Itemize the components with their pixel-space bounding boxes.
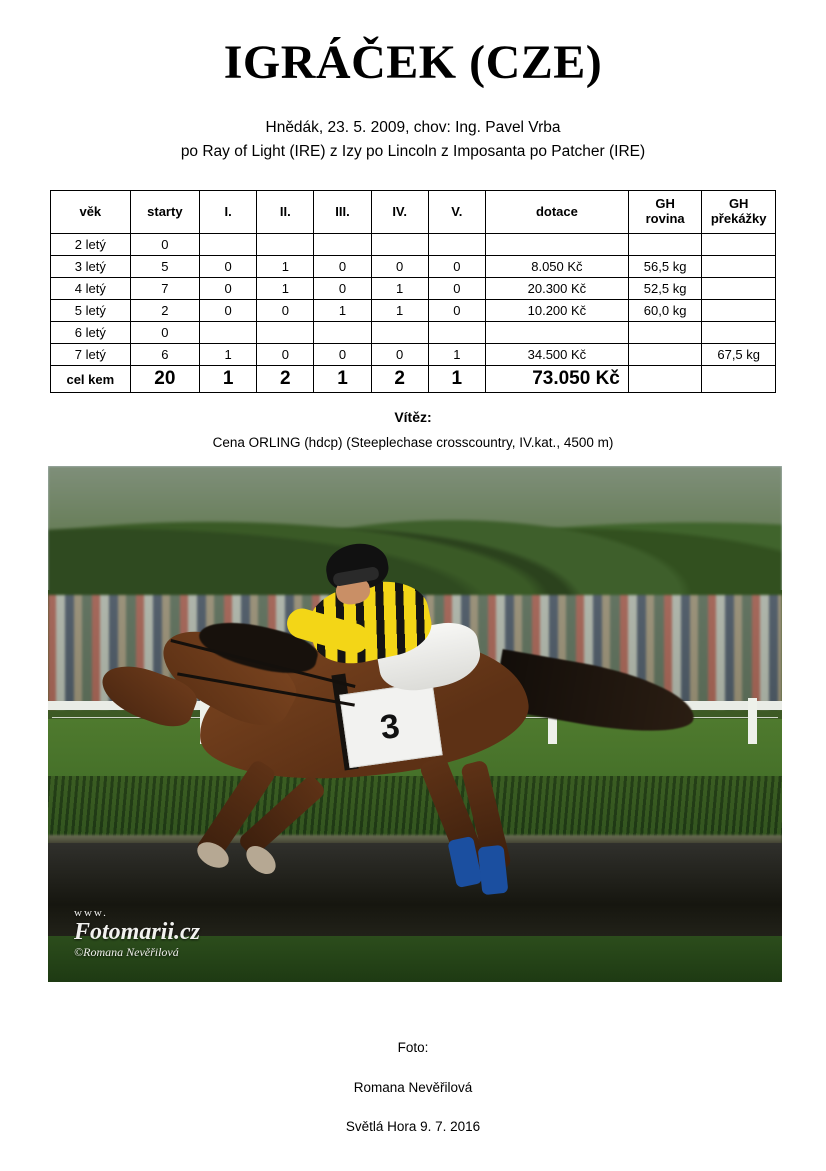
page-title: IGRÁČEK (CZE) [223,36,603,89]
cell-gh-rovina [628,234,702,256]
career-stats-table [50,190,776,393]
cell-place-3: 1 [314,300,371,322]
cell-total-starty: 20 [130,366,199,393]
watermark-site: Fotomarii.cz [74,918,201,945]
cell-dotace: 10.200 Kč [485,300,628,322]
table-row [51,278,776,300]
cell-vek: 4 letý [51,278,131,300]
table-row [51,322,776,344]
cell-place-1 [200,322,257,344]
cell-starty: 0 [130,322,199,344]
header-place-3: III. [314,191,371,234]
cell-vek: 5 letý [51,300,131,322]
cell-place-1 [200,234,257,256]
header-gh-prekazky [702,191,776,234]
table-row [51,256,776,278]
cell-vek: 2 letý [51,234,131,256]
header-place-5: V. [428,191,485,234]
cell-vek: 6 letý [51,322,131,344]
cell-gh-rovina: 60,0 kg [628,300,702,322]
cell-dotace [485,322,628,344]
race-photo [48,466,782,982]
header-dotace: dotace [485,191,628,234]
cell-place-2: 0 [257,344,314,366]
table-header-row [51,191,776,234]
cell-place-2: 0 [257,300,314,322]
header-place-1: I. [200,191,257,234]
cell-place-5 [428,322,485,344]
cell-total-label: cel kem [51,366,131,393]
winner-race-name: Cena ORLING (hdcp) (Steeplechase crosscountry, IV.kat., 4500 m) [212,435,614,451]
header-gh-rovina-line2: rovina [645,211,685,227]
cell-place-3 [314,322,371,344]
table-row [51,344,776,366]
cell-gh-prekazky [702,256,776,278]
cell-total-gh-rovina [628,366,702,393]
table-total-row [51,366,776,393]
cell-total-place-3: 1 [314,366,371,393]
cell-vek: 7 letý [51,344,131,366]
cell-place-5: 0 [428,256,485,278]
cell-place-5: 1 [428,344,485,366]
cell-dotace: 8.050 Kč [485,256,628,278]
cell-place-3 [314,234,371,256]
cell-place-4: 1 [371,278,428,300]
photo-credit-label: Foto: [397,1040,429,1056]
cell-gh-rovina [628,322,702,344]
photo-credit-author: Romana Nevěřilová [353,1079,473,1095]
cell-place-5: 0 [428,278,485,300]
cell-starty: 5 [130,256,199,278]
header-gh-rovina [628,191,702,234]
pedigree-line: po Ray of Light (IRE) z Izy po Lincoln z Imposanta po Patcher (IRE) [180,143,646,161]
header-gh-prekazky-line2: překážky [710,211,767,227]
cell-place-1: 0 [200,256,257,278]
cell-place-1: 0 [200,278,257,300]
cell-gh-rovina [628,344,702,366]
cell-place-5: 0 [428,300,485,322]
cell-gh-prekazky [702,234,776,256]
pedigree-block [48,116,778,164]
header-gh-prekazky-line1: GH [728,196,749,212]
cell-total-place-2: 2 [257,366,314,393]
cell-total-place-4: 2 [371,366,428,393]
cell-total-gh-prekazky [702,366,776,393]
photo-credit [48,1028,778,1145]
cell-place-2: 1 [257,278,314,300]
winner-heading: Vítěz: [394,409,432,426]
photo-credit-place-date: Světlá Hora 9. 7. 2016 [345,1118,481,1134]
cell-gh-rovina: 52,5 kg [628,278,702,300]
cell-gh-prekazky [702,300,776,322]
cell-place-2: 1 [257,256,314,278]
cell-place-1: 1 [200,344,257,366]
cell-place-4 [371,322,428,344]
cell-place-3: 0 [314,344,371,366]
header-place-4: IV. [371,191,428,234]
cell-gh-prekazky [702,278,776,300]
table-row [51,300,776,322]
cell-place-4 [371,234,428,256]
cell-starty: 7 [130,278,199,300]
header-starty: starty [130,191,199,234]
watermark-author: ©Romana Nevěřilová [74,944,179,959]
cell-place-4: 0 [371,256,428,278]
cell-gh-rovina: 56,5 kg [628,256,702,278]
photo-treeline [48,466,782,605]
cell-total-dotace: 73.050 Kč [485,366,628,393]
cell-starty: 2 [130,300,199,322]
cell-place-4: 0 [371,344,428,366]
horse-leg-boot [478,845,509,895]
header-vek: věk [51,191,131,234]
cell-place-5 [428,234,485,256]
horse-details-line: Hnědák, 23. 5. 2009, chov: Ing. Pavel Vrba [265,119,561,137]
saddle-number: 3 [377,707,403,748]
cell-total-place-5: 1 [428,366,485,393]
watermark-www: www. [74,907,108,920]
photo-rail-post [748,698,757,744]
header-place-2: II. [257,191,314,234]
cell-place-4: 1 [371,300,428,322]
cell-dotace: 20.300 Kč [485,278,628,300]
cell-total-place-1: 1 [200,366,257,393]
cell-starty: 0 [130,234,199,256]
cell-place-3: 0 [314,278,371,300]
cell-place-2 [257,322,314,344]
cell-gh-prekazky: 67,5 kg [702,344,776,366]
cell-starty: 6 [130,344,199,366]
header-gh-rovina-line1: GH [655,196,675,212]
cell-gh-prekazky [702,322,776,344]
cell-dotace [485,234,628,256]
cell-place-3: 0 [314,256,371,278]
table-row [51,234,776,256]
cell-place-1: 0 [200,300,257,322]
cell-vek: 3 letý [51,256,131,278]
cell-dotace: 34.500 Kč [485,344,628,366]
photo-watermark [74,908,200,958]
cell-place-2 [257,234,314,256]
